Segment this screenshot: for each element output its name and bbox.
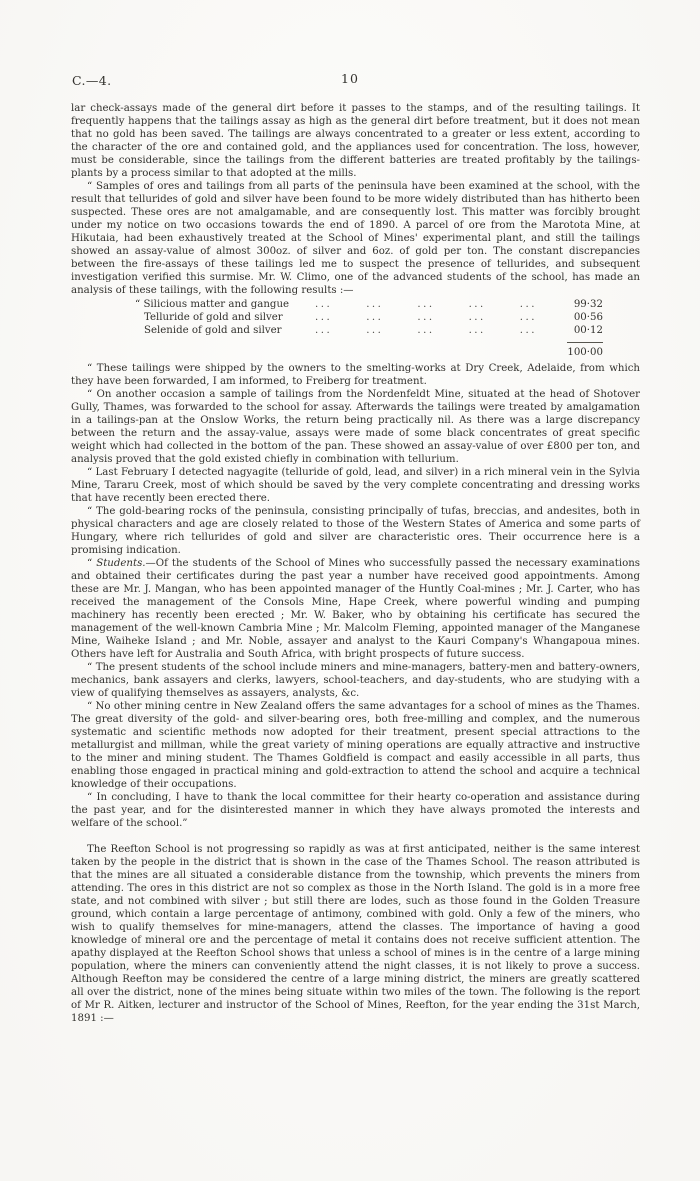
dot-group: ...: [315, 312, 333, 323]
assay-value: 00·12: [573, 325, 603, 336]
assay-label: Selenide of gold and silver: [144, 325, 282, 336]
dot-group: ...: [366, 299, 384, 310]
dot-group: ...: [417, 299, 435, 310]
table-total-row: [135, 342, 603, 359]
dot-group: ...: [468, 325, 486, 336]
dot-group: ...: [519, 312, 537, 323]
assay-label: Telluride of gold and silver: [144, 312, 283, 323]
assay-results-table: [71, 298, 640, 359]
dot-group: ...: [315, 325, 333, 336]
dot-group: ...: [519, 299, 537, 310]
paragraph-no-other-centre: “ No other mining centre in New Zealand offers the same advantages for a school of mines as the Thames. The great diversity of the gold- and silver-bearing ores, both free-milling and complex, and the numerous systematic and scientific methods now adopted for their treatment, present special attractions to the metallurgist and millman, while the great variety of mining operations are equally attractive and instructive to the miner and mining student. The Thames Goldfield is compact and easily accessible in all parts, thus enabling those engaged in practical mining and gold-extraction to attend the school and acquire a technical knowledge of their occupations.: [71, 701, 640, 790]
dot-leader: [311, 324, 557, 337]
dot-group: ...: [519, 325, 537, 336]
table-row: [135, 298, 603, 311]
dot-group: ...: [366, 325, 384, 336]
table-row: [135, 311, 603, 324]
dot-group: ...: [468, 299, 486, 310]
dot-group: ...: [468, 312, 486, 323]
dot-leader: [311, 311, 557, 324]
table-row: [135, 324, 603, 337]
dot-group: ...: [417, 325, 435, 336]
paragraph-students: [71, 557, 640, 661]
dot-leader: [311, 298, 557, 311]
paragraph-shipped: “ These tailings were shipped by the owners to the smelting-works at Dry Creek, Adelaide, from which they have been forwarded, I am informed, to Freiberg for treatment.: [71, 363, 640, 387]
assay-value: 00·56: [573, 312, 603, 323]
students-rest: —Of the students of the School of Mines who successfully passed the necessary examinations and obtained their certificates during the past year a number have received good appointments. Among these are Mr. J. Mangan, who has been appointed manager of the Huntly Coal-mines ; Mr. J. Carter, who has received the management of the Consols Mine, Hape Creek, where powerful winding and pumping machinery has recently been erected ; Mr. W. Baker, who by obtaining his certificate has secured the management of the well-known Cambria Mine ; Mr. Malcolm Fleming, appointed manager of the Manganese Mine, Waiheke Island ; and Mr. Noble, assayer and analyst to the Kauri Company's Whangapoua mines. Others have left for Australia and South Africa, with bright prospects of future success.: [71, 558, 640, 660]
chapter-signature: C.—4.: [72, 73, 112, 88]
total-rule: [567, 342, 603, 343]
dot-group: ...: [417, 312, 435, 323]
body-text: [71, 102, 640, 1025]
paragraph-present-students: “ The present students of the school include miners and mine-managers, battery-men and battery-owners, mechanics, bank assayers and clerks, lawyers, school-teachers, and day-students, who are studying with a view of qualifying themselves as assayers, analysts, &c.: [71, 662, 640, 699]
paragraph-nagyagite: “ Last February I detected nagyagite (telluride of gold, lead, and silver) in a rich mineral vein in the Sylvia Mine, Tararu Creek, most of which should be saved by the very complete concentrating and dressing works that have recently been erected there.: [71, 467, 640, 504]
assay-total-value: 100·00: [567, 347, 603, 358]
paragraph-check-assays: lar check-assays made of the general dirt before it passes to the stamps, and of the resulting tailings. It frequently happens that the tailings assay as high as the general dirt before treatment, but it does not mean that no gold has been saved. The tailings are always concentrated to a greater or less extent, according to the character of the ore and contained gold, and the appliances used for concentration. The loss, however, must be considerable, since the tailings from the different batteries are treated profitably by the tailings-plants by a process similar to that adopted at the mills.: [71, 103, 640, 179]
open-quote: “: [87, 558, 97, 569]
paragraph-reefton-school: The Reefton School is not progressing so rapidly as was at first anticipated, neither is the same interest taken by the people in the district that is shown in the case of the Thames School. The reason attributed is that the mines are all situated a considerable distance from the township, which prevents the miners from attending. The ores in this district are not so complex as those in the North Island. The gold is in a more free state, and not combined with silver ; but still there are lodes, such as those found in the Golden Treasure ground, which contain a large percentage of antimony, combined with gold. Only a few of the miners, who wish to qualify themselves for mine-managers, attend the classes. The importance of having a good knowledge of mineral ore and the percentage of metal it contains does not receive sufficient attention. The apathy displayed at the Reefton School shows that unless a school of mines is in the centre of a large mining population, where the miners can conveniently attend the night classes, it is not likely to prove a success. Although Reefton may be considered the centre of a large mining district, the miners are greatly scattered all over the district, none of the mines being situate within two miles of the town. The following is the report of Mr R. Aitken, lecturer and instructor of the School of Mines, Reefton, for the year ending the 31st March, 1891 :—: [71, 844, 640, 1024]
assay-label: “ Silicious matter and gangue: [135, 299, 290, 310]
dot-group: ...: [315, 299, 333, 310]
dot-group: ...: [366, 312, 384, 323]
paragraph-nordenfeldt: “ On another occasion a sample of tailings from the Nordenfeldt Mine, situated at the head of Shotover Gully, Thames, was forwarded to the school for assay. Afterwards the tailings were treated by amalgamation in a tailings-pan at the Onslow Works, the return being practically nil. As there was a large discrepancy between the return and the assay-value, assays were made of some black concentrates of great specific weight which had collected in the bottom of the pan. These showed an assay-value of over £800 per ton, and analysis proved that the gold existed chiefly in combination with tellurium.: [71, 389, 640, 465]
page-number: 10: [341, 71, 359, 86]
paragraph-gold-bearing-rocks: “ The gold-bearing rocks of the peninsula, consisting principally of tufas, breccias, and andesites, both in physical characters and age are closely related to those of the Western States of America and some parts of Hungary, where rich tellurides of gold and silver are characteristic ores. Their occurrence here is a promising indication.: [71, 506, 640, 556]
paragraph-concluding: “ In concluding, I have to thank the local committee for their hearty co-operation and assistance during the past year, and for the disinterested manner in which they have always promoted the interests and welfare of the school.”: [71, 792, 640, 829]
students-italic-lead: Students.: [96, 558, 146, 569]
assay-value: 99·32: [573, 299, 603, 310]
paragraph-samples: “ Samples of ores and tailings from all parts of the peninsula have been examined at the school, with the result that tellurides of gold and silver have been found to be more widely distributed than has hitherto been suspected. These ores are not amalgamable, and are consequently lost. This matter was forcibly brought under my notice on two occasions towards the end of 1890. A parcel of ore from the Marotota Mine, at Hikutaia, had been exhaustively treated at the School of Mines' experimental plant, and still the tailings showed an assay-value of almost 300oz. of silver and 6oz. of gold per ton. The constant discrepancies between the fire-assays of these tailings led me to suspect the presence of tellurides, and subsequent investigation verified this surmise. Mr. W. Climo, one of the advanced students of the school, has made an analysis of these tailings, with the following results :—: [71, 181, 640, 296]
